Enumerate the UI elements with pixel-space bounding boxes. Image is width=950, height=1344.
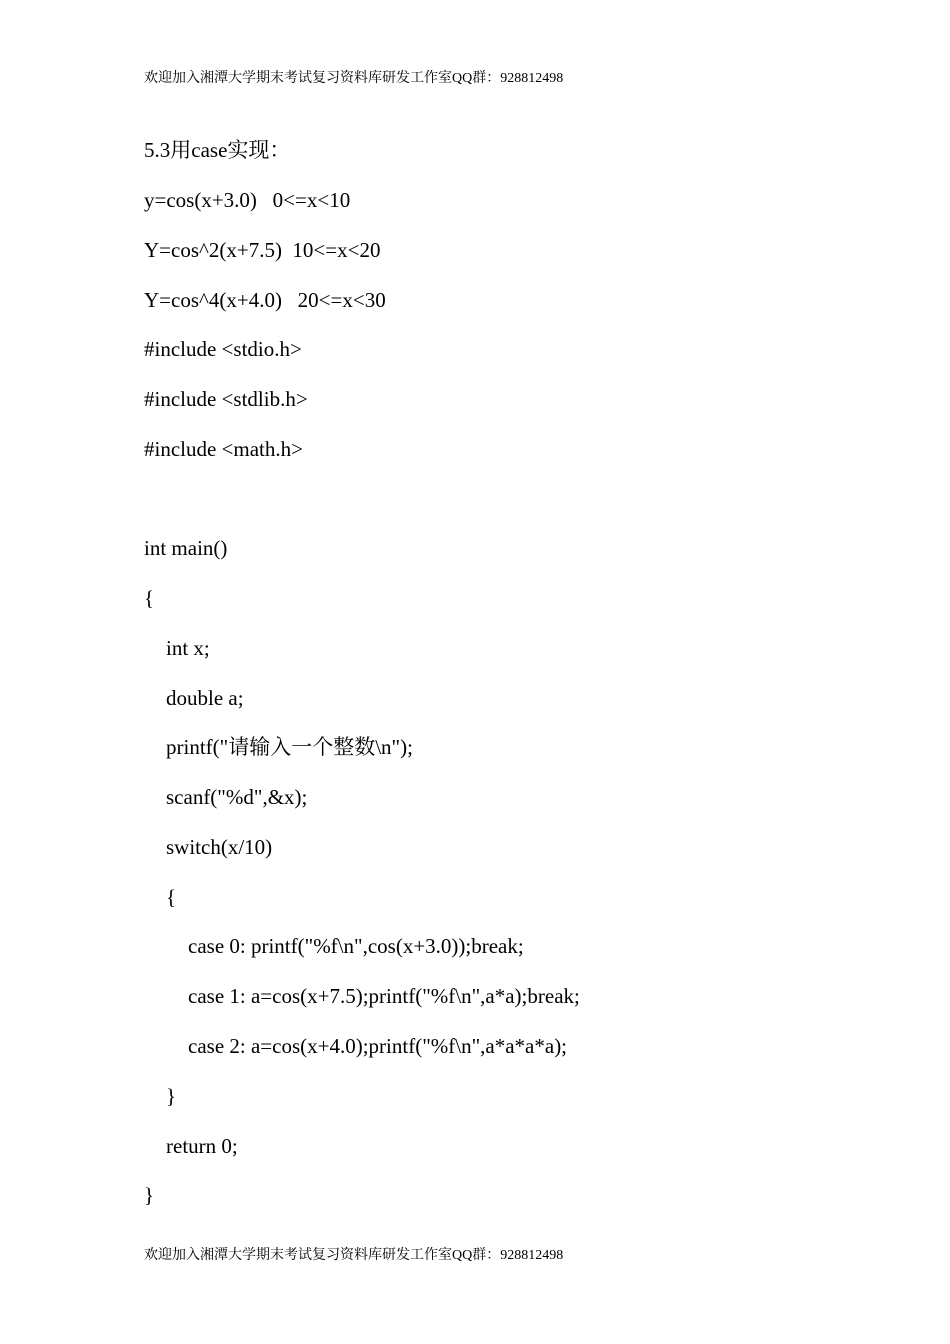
page-footer: 欢迎加入湘潭大学期末考试复习资料库研发工作室QQ群：928812498: [144, 1248, 564, 1263]
code-line: #include <stdio.h>: [144, 337, 302, 361]
formula-line: Y=cos^4(x+4.0) 20<=x<30: [144, 288, 386, 312]
code-line: case 0: printf("%f\n",cos(x+3.0));break;: [188, 934, 524, 958]
code-line: scanf("%d",&x);: [166, 785, 308, 809]
formula-line: Y=cos^2(x+7.5) 10<=x<20: [144, 238, 381, 262]
code-line: {: [166, 885, 177, 909]
page-header: 欢迎加入湘潭大学期末考试复习资料库研发工作室QQ群：928812498: [144, 71, 564, 86]
code-line: printf("请输入一个整数\n");: [166, 735, 413, 759]
code-line: int main(): [144, 536, 228, 560]
code-line: case 1: a=cos(x+7.5);printf("%f\n",a*a);break;: [188, 984, 580, 1008]
section-heading: 5.3用case实现：: [144, 138, 291, 162]
code-line: #include <math.h>: [144, 437, 303, 461]
code-line: }: [144, 1183, 155, 1207]
code-line: double a;: [166, 686, 244, 710]
code-line: }: [166, 1084, 177, 1108]
code-line: switch(x/10): [166, 835, 273, 859]
code-line: case 2: a=cos(x+4.0);printf("%f\n",a*a*a*a);: [188, 1034, 568, 1058]
code-line: int x;: [166, 636, 210, 660]
code-line: #include <stdlib.h>: [144, 387, 308, 411]
code-line: {: [144, 586, 155, 610]
code-line: return 0;: [166, 1134, 238, 1158]
formula-line: y=cos(x+3.0) 0<=x<10: [144, 188, 351, 212]
